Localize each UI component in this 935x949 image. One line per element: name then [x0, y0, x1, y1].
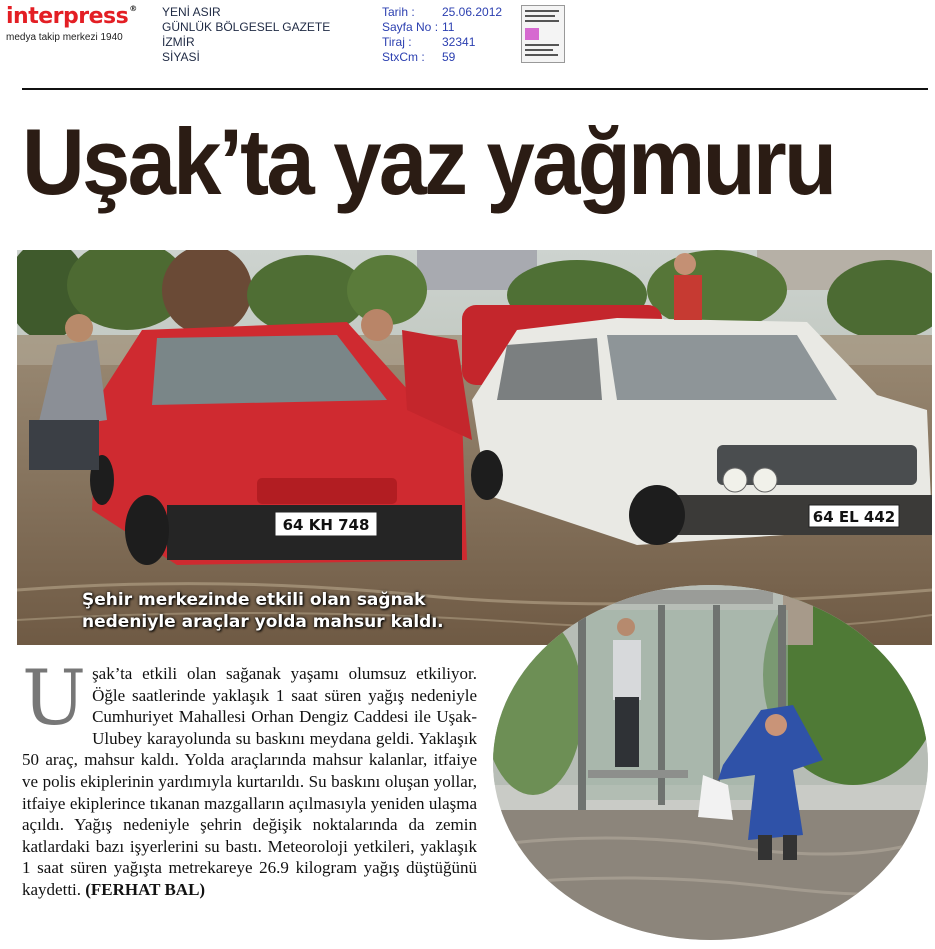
article-body: [22, 653, 477, 901]
byline: (FERHAT BAL): [85, 879, 206, 899]
info-value: 11: [442, 20, 455, 34]
info-label: Tarih :: [382, 5, 415, 19]
publication-info: [162, 5, 330, 65]
photo-caption: [82, 589, 444, 633]
flooded-street-illustration: [17, 250, 932, 645]
photo-caption-line1: Şehir merkezinde etkili olan sağnak: [82, 590, 426, 610]
man-background: [674, 253, 696, 275]
logo-tagline: medya takip merkezi 1940: [6, 32, 123, 43]
publication-city: İZMİR: [162, 35, 195, 49]
interpress-logo: [4, 4, 154, 48]
publication-type: GÜNLÜK BÖLGESEL GAZETE: [162, 20, 331, 34]
flooded-street-photo: [17, 250, 932, 645]
page-thumbnail[interactable]: [521, 5, 565, 63]
info-value: 25.06.2012: [442, 5, 503, 19]
info-row-date: [382, 5, 502, 20]
info-value: 32341: [442, 35, 476, 49]
photo-caption-line2: nedeniyle araçlar yolda mahsur kaldı.: [82, 612, 444, 632]
white-car-plate: 64 EL 442: [812, 508, 896, 526]
red-car-plate: 64 KH 748: [282, 516, 370, 534]
bus-stop-illustration: [493, 585, 928, 940]
publication-section: SİYASİ: [162, 50, 200, 64]
info-label: Tiraj :: [382, 35, 412, 49]
publication-name: YENİ ASIR: [162, 5, 221, 19]
article-body-text: şak’ta etkili olan sağanak yaşamı olumsuz etkiliyor. Öğle saatlerinde yaklaşık 1 saat süren yağış nedeniyle Cumhuriyet Mahallesi Orhan Dengiz Caddesi ile Uşak-Ulubey karayolunda su baskını meydana geldi. Yaklaşık 50 araç, mahsur kaldı. Yolda araçlarında mahsur kalanlar, itfaiye ve polis ekiplerinin yardımıyla kurtarıldı. Su baskını oluşan yollar, itfaiye ekiplerince tıkanan mazgalların açılmasıyla yeniden ulaşma açıldı. Yağış nedeniyle şehrin değişik noktalarında da zemin katlardaki bazı işyerlerini su bastı. Meteoroloji yetkileri, yaklaşık 1 saat süren yağışta metrekareye 26.9 kilogram yağış düştüğünü kaydetti.: [22, 664, 477, 899]
drop-cap: U: [22, 653, 87, 742]
red-car: [90, 322, 472, 565]
bus-stop-photo: [493, 585, 928, 940]
registered-mark: ®: [129, 4, 137, 13]
info-value: 59: [442, 50, 456, 64]
clipping-info: [382, 5, 502, 65]
info-row-page: [382, 20, 502, 35]
info-row-circulation: [382, 35, 502, 50]
headline: Uşak’ta yaz yağmuru: [22, 109, 835, 214]
logo-brand: interpress: [6, 4, 129, 29]
header-divider: [22, 88, 928, 90]
info-row-stxcm: [382, 50, 502, 65]
info-label: Sayfa No :: [382, 20, 439, 34]
man-in-car: [361, 309, 393, 341]
info-label: StxCm :: [382, 50, 425, 64]
